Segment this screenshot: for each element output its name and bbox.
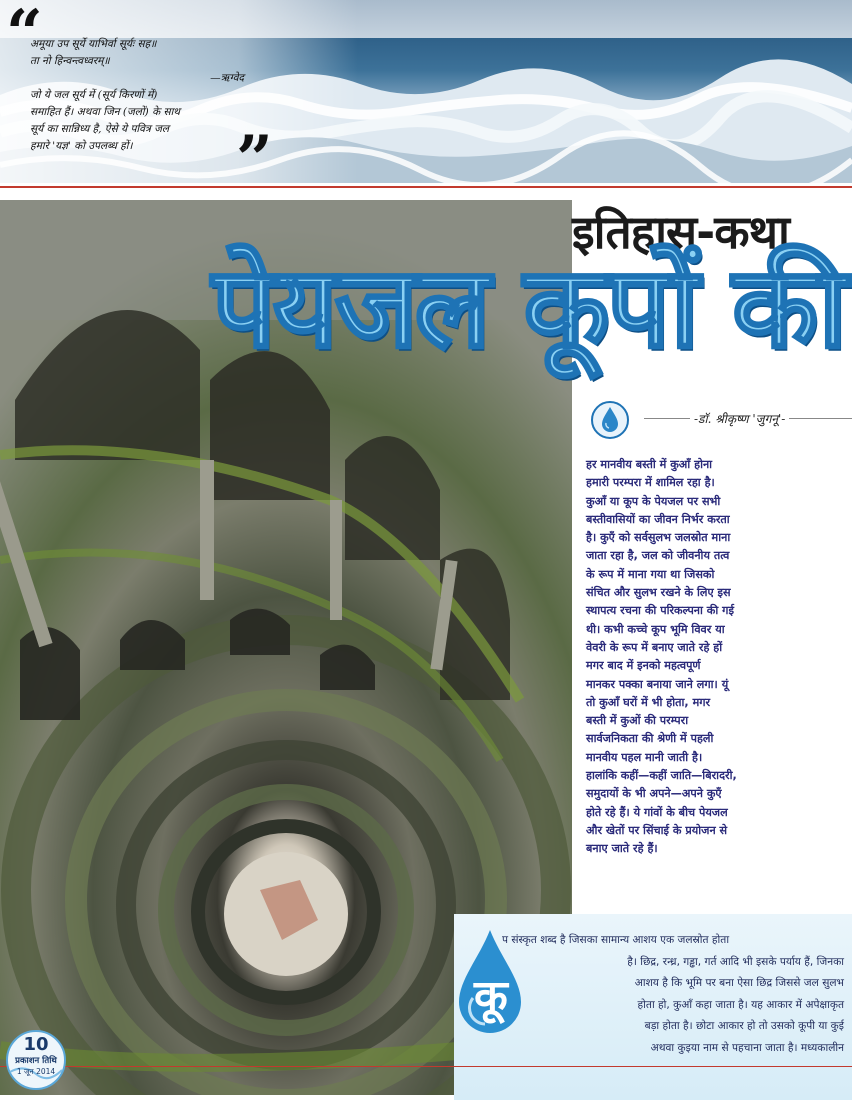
body-line: और खेतों पर सिंचाई के प्रयोजन से (586, 823, 728, 837)
body-line: होते रहे हैं। ये गांवों के बीच पेयजल (586, 805, 728, 819)
article-title: पेयजल कूपों की (212, 243, 845, 373)
footer-divider (0, 1066, 852, 1067)
body-line: वेवरी के रूप में बनाए जाते रहे हों (586, 640, 723, 654)
body-line: मानवीय पहल मानी जाती है। (586, 750, 703, 764)
page-number: 10 (23, 1034, 49, 1055)
article-body (586, 456, 848, 859)
body-line: बस्तीवासियों का जीवन निर्भर करता (586, 512, 730, 526)
water-drop-icon (590, 400, 630, 440)
sidebar-line: है। छिद्र, रन्ध्र, गड्ढा, गर्त आदि भी इसके पर्याय हैं, जिनका (627, 955, 844, 968)
body-line: स्थापत्य रचना की परिकल्पना की गई (586, 604, 734, 618)
translation-line: सूर्य का सान्निध्य है, ऐसे ये पवित्र जल (30, 123, 170, 135)
translation-line: जो ये जल सूर्य में (सूर्य किरणों में) (30, 89, 158, 101)
header-sea-banner (0, 0, 852, 183)
body-line: है। कुएँ को सर्वसुलभ जलस्रोत माना (586, 531, 731, 545)
close-quote-icon: ” (236, 122, 273, 183)
body-line: हालांकि कहीं—कहीं जाति—बिरादरी, (586, 769, 737, 783)
body-line: मानकर पक्का बनाया जाने लगा। यूं (586, 677, 729, 691)
publication-date: 1 जून 2014 (16, 1067, 56, 1076)
author-byline (590, 400, 852, 440)
sidebar-text (478, 930, 844, 1059)
body-line: के रूप में माना गया था जिसको (586, 567, 715, 581)
verse-source: —ऋग्वेद (210, 72, 244, 84)
sidebar-line: अथवा कुइया नाम से पहचाना जाता है। मध्यकालीन (650, 1041, 844, 1054)
verse-line: ता नो हिन्वन्त्वध्वरम्॥ (30, 55, 110, 67)
verse-line: अमूया उप सूर्ये याभिर्वा सूर्यः सह॥ (30, 38, 157, 50)
author-name: -डॉ. श्रीकृष्ण 'जुगनू'- (690, 410, 789, 427)
drop-cap-letter: कू (474, 971, 508, 1022)
body-line: समुदायों के भी अपने—अपने कुएँ (586, 787, 722, 801)
sidebar-line: प संस्कृत शब्द है जिसका सामान्य आशय एक जलस्रोत होता (502, 934, 730, 946)
sidebar-line: होता हो, कुआँ कहा जाता है। यह आकार में अपेक्षाकृत (637, 998, 844, 1011)
body-line: मगर बाद में इनको महत्वपूर्ण (586, 659, 701, 673)
body-line: बनाए जाते रहे हैं। (586, 842, 658, 856)
open-quote-icon: “ (6, 0, 43, 71)
body-line: जाता रहा है, जल को जीवनीय तत्व (586, 549, 730, 563)
publication-label: प्रकाशन तिथि (15, 1056, 57, 1066)
translation-line: हमारे 'यज्ञ' को उपलब्ध हों। (30, 140, 133, 152)
rigveda-verse (30, 36, 250, 155)
body-line: तो कुआँ घरों में भी होता, मगर (586, 695, 711, 709)
body-line: हर मानवीय बस्ती में कुआँ होना (586, 458, 713, 471)
sidebar-line: बड़ा होता है। छोटा आकार हो तो उसको कूपी या कुई (644, 1020, 844, 1032)
body-line: हमारी परम्परा में शामिल रहा है। (586, 476, 715, 490)
body-line: कुआँ या कूप के पेयजल पर सभी (586, 494, 721, 508)
body-line: बस्ती में कुओं की परम्परा (586, 714, 689, 728)
body-line: सार्वजनिकता की श्रेणी में पहली (586, 732, 714, 746)
body-line: थी। कभी कच्चे कूप भूमि विवर या (586, 622, 725, 636)
header-divider (0, 186, 852, 188)
body-line: संचित और सुलभ रखने के लिए इस (586, 586, 731, 600)
translation-line: समाहित हैं। अथवा जिन (जलों) के साथ (30, 106, 180, 118)
article-kicker: इतिहास-कथा (572, 205, 789, 259)
sidebar-line: आशय है कि भूमि पर बना ऐसा छिद्र जिससे जल सुलभ (634, 977, 844, 989)
